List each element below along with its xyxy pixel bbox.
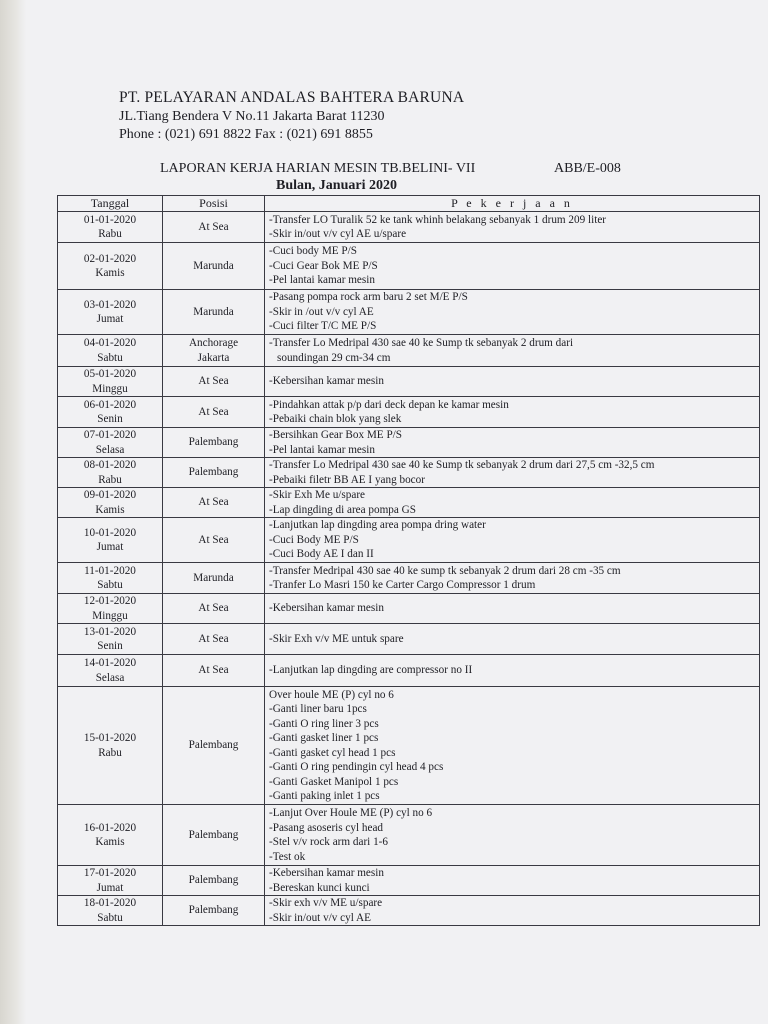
work-cell [265, 212, 760, 243]
date-value: 02-01-2020 [83, 252, 137, 265]
day-value: Jumat [96, 881, 124, 894]
date-cell [58, 805, 163, 866]
date-cell [58, 594, 163, 624]
date-cell [58, 655, 163, 687]
work-cell [265, 428, 760, 458]
date-cell [58, 397, 163, 428]
company-address: JL.Tiang Bendera V No.11 Jakarta Barat 11230 [119, 108, 385, 124]
position-value: At Sea [198, 632, 229, 645]
position-value: Palembang [188, 739, 239, 752]
position-cell [163, 335, 265, 367]
position-cell [163, 687, 265, 805]
work-item: -Bereskan kunci kunci [269, 881, 370, 894]
position-cell [163, 367, 265, 397]
day-value: Sabtu [97, 579, 123, 591]
date-cell [58, 518, 163, 563]
position-value: Marunda [193, 259, 234, 272]
work-log-table [57, 195, 760, 926]
day-value: Minggu [92, 609, 128, 622]
header-work: P e k e r j a a n [265, 196, 760, 212]
work-cell [265, 488, 760, 518]
report-code: ABB/E-008 [554, 161, 621, 176]
table-row [58, 563, 760, 594]
day-value: Kamis [95, 267, 125, 279]
table-body [58, 212, 760, 926]
position-value: Palembang [188, 436, 239, 449]
work-item: -Skir Exh Me u/spare [269, 489, 366, 501]
table-row [58, 518, 760, 563]
work-item: -Cuci Body AE I dan II [269, 548, 374, 561]
position-value: Palembang [188, 466, 239, 479]
work-cell [265, 805, 760, 866]
day-value: Kamis [95, 503, 125, 516]
report-title: LAPORAN KERJA HARIAN MESIN TB.BELINI- VII [160, 161, 476, 176]
position-value: Marunda [193, 305, 234, 318]
work-item: -Kebersihan kamar mesin [269, 867, 384, 879]
position-value: Palembang [188, 874, 239, 887]
table-row [58, 212, 760, 243]
table-row [58, 624, 760, 655]
work-item: -Transfer Lo Medripal 430 sae 40 ke Sump tk sebanyak 2 drum dari 27,5 cm -32,5 cm [269, 459, 655, 471]
work-item: -Kebersihan kamar mesin [269, 375, 384, 388]
position-cell [163, 488, 265, 518]
table-row [58, 488, 760, 518]
day-value: Sabtu [97, 911, 123, 924]
date-value: 15-01-2020 [83, 732, 137, 744]
position-cell [163, 594, 265, 624]
work-cell [265, 866, 760, 896]
table-row [58, 367, 760, 397]
work-item: -Transfer Medripal 430 sae 40 ke sump tk sebanyak 2 drum dari 28 cm -35 cm [269, 564, 621, 577]
position-value: At Sea [198, 220, 229, 233]
work-cell [265, 624, 760, 655]
date-cell [58, 428, 163, 458]
work-item: -Pasang asoseris cyl head [269, 821, 384, 834]
day-value: Jumat [96, 313, 124, 325]
position-cell [163, 805, 265, 866]
work-item: -Cuci body ME P/S [269, 245, 357, 258]
date-cell [58, 866, 163, 896]
position-value: Palembang [188, 904, 239, 917]
work-item: -Pebaiki chain blok yang slek [269, 413, 402, 425]
work-item: -Stel v/v rock arm dari 1-6 [269, 836, 388, 848]
company-phone: Phone : (021) 691 8822 Fax : (021) 691 8855 [119, 127, 373, 142]
work-item: -Skir exh v/v ME u/spare [269, 897, 383, 909]
work-cell [265, 563, 760, 594]
work-item: -Skir in /out v/v cyl AE [269, 305, 374, 318]
table-row [58, 397, 760, 428]
table-row [58, 458, 760, 488]
date-cell [58, 367, 163, 397]
day-value: Kamis [95, 836, 125, 848]
date-value: 13-01-2020 [83, 625, 137, 638]
work-item: -Skir Exh v/v ME untuk spare [269, 632, 404, 645]
letterhead [119, 89, 464, 145]
date-value: 18-01-2020 [83, 897, 137, 909]
day-value: Rabu [98, 473, 122, 486]
table-row [58, 594, 760, 624]
table-row [58, 896, 760, 926]
work-item: -Transfer LO Turalik 52 ke tank whinh belakang sebanyak 1 drum 209 liter [269, 213, 607, 226]
work-cell [265, 243, 760, 290]
position-cell [163, 397, 265, 428]
work-item: -Skir in/out v/v cyl AE u/spare [269, 228, 407, 240]
table-row [58, 655, 760, 687]
work-cell [265, 335, 760, 367]
day-value: Minggu [92, 382, 128, 395]
position-value: At Sea [198, 664, 229, 677]
work-item: -Lanjut Over Houle ME (P) cyl no 6 [269, 807, 433, 819]
date-value: 06-01-2020 [83, 398, 137, 411]
date-value: 07-01-2020 [83, 429, 137, 441]
date-value: 14-01-2020 [83, 657, 137, 669]
position-value: Jakarta [197, 351, 230, 364]
work-item: -Lanjutkan lap dingding are compressor no II [269, 664, 473, 677]
table-row [58, 428, 760, 458]
position-cell [163, 655, 265, 687]
table-row [58, 290, 760, 335]
work-item: -Pel lantai kamar mesin [269, 443, 375, 456]
date-value: 16-01-2020 [83, 821, 137, 834]
table-header-row [58, 196, 760, 212]
work-item: -Ganti Gasket Manipol 1 pcs [269, 775, 399, 788]
date-value: 03-01-2020 [83, 298, 137, 311]
date-cell [58, 458, 163, 488]
work-item: -Pebaiki filetr BB AE I yang bocor [269, 473, 425, 486]
work-cell [265, 458, 760, 488]
work-item: -Ganti liner baru 1pcs [269, 703, 367, 715]
position-cell [163, 212, 265, 243]
work-cell [265, 290, 760, 335]
position-value: Anchorage [188, 337, 239, 349]
date-value: 01-01-2020 [83, 213, 137, 226]
position-cell [163, 866, 265, 896]
position-value: At Sea [198, 405, 229, 418]
position-value: At Sea [198, 533, 229, 546]
date-cell [58, 896, 163, 926]
work-item: -Lap dingding di area pompa GS [269, 503, 416, 516]
date-value: 11-01-2020 [84, 564, 136, 577]
position-value: At Sea [198, 602, 229, 615]
work-item: -Ganti O ring liner 3 pcs [269, 717, 379, 730]
position-cell [163, 458, 265, 488]
table-row [58, 335, 760, 367]
report-month: Bulan, Januari 2020 [276, 178, 397, 193]
day-value: Selasa [95, 443, 125, 456]
position-cell [163, 290, 265, 335]
date-cell [58, 212, 163, 243]
work-item: -Lanjutkan lap dingding area pompa dring water [269, 519, 486, 532]
work-item: -Tranfer Lo Masri 150 ke Carter Cargo Compressor 1 drum [269, 579, 536, 591]
work-cell [265, 397, 760, 428]
date-cell [58, 488, 163, 518]
work-item: -Pindahkan attak p/p dari deck depan ke kamar mesin [269, 398, 509, 411]
work-item: -Ganti gasket cyl head 1 pcs [269, 746, 396, 759]
position-cell [163, 896, 265, 926]
scan-paper-edge [0, 0, 26, 1024]
work-item: -Pel lantai kamar mesin [269, 274, 375, 287]
date-value: 09-01-2020 [83, 489, 137, 501]
day-value: Senin [97, 640, 123, 652]
date-value: 10-01-2020 [83, 526, 137, 539]
work-cell [265, 367, 760, 397]
work-item: -Transfer Lo Medripal 430 sae 40 ke Sump tk sebanyak 2 drum dari [269, 337, 574, 349]
header-date: Tanggal [58, 196, 163, 212]
work-cell [265, 687, 760, 805]
day-value: Rabu [98, 746, 122, 759]
work-item: -Ganti paking inlet 1 pcs [269, 790, 380, 802]
date-cell [58, 243, 163, 290]
header-position: Posisi [163, 196, 265, 212]
date-cell [58, 563, 163, 594]
table-row [58, 687, 760, 805]
date-value: 08-01-2020 [83, 459, 137, 471]
position-cell [163, 518, 265, 563]
position-value: At Sea [198, 496, 229, 509]
work-cell [265, 896, 760, 926]
work-item: -Ganti O ring pendingin cyl head 4 pcs [269, 761, 444, 773]
position-value: At Sea [198, 375, 229, 388]
table-row [58, 866, 760, 896]
day-value: Jumat [96, 541, 124, 553]
position-cell [163, 624, 265, 655]
date-value: 12-01-2020 [83, 595, 137, 607]
date-cell [58, 624, 163, 655]
position-value: Palembang [188, 828, 239, 841]
work-item: -Cuci filter T/C ME P/S [269, 320, 377, 333]
company-name: PT. PELAYARAN ANDALAS BAHTERA BARUNA [119, 89, 465, 106]
day-value: Rabu [98, 228, 122, 240]
work-item: -Test ok [269, 850, 306, 863]
position-value: Marunda [193, 571, 234, 584]
work-item: -Pasang pompa rock arm baru 2 set M/E P/S [269, 291, 468, 304]
work-cell [265, 655, 760, 687]
work-item: soundingan 29 cm-34 cm [277, 351, 391, 364]
table-row [58, 805, 760, 866]
work-item: -Cuci Body ME P/S [269, 533, 359, 546]
position-cell [163, 243, 265, 290]
date-value: 05-01-2020 [83, 368, 137, 380]
report-title-line [160, 161, 720, 177]
work-item: -Skir in/out v/v cyl AE [269, 911, 371, 924]
work-item: Over houle ME (P) cyl no 6 [269, 688, 394, 701]
work-item: -Cuci Gear Bok ME P/S [269, 259, 378, 272]
table-row [58, 243, 760, 290]
date-cell [58, 335, 163, 367]
day-value: Senin [97, 413, 123, 425]
day-value: Sabtu [97, 351, 123, 364]
date-value: 17-01-2020 [83, 867, 137, 879]
position-cell [163, 563, 265, 594]
date-value: 04-01-2020 [83, 337, 137, 349]
work-cell [265, 518, 760, 563]
work-item: -Bersihkan Gear Box ME P/S [269, 429, 402, 441]
date-cell [58, 290, 163, 335]
position-cell [163, 428, 265, 458]
work-item: -Ganti gasket liner 1 pcs [269, 732, 379, 744]
date-cell [58, 687, 163, 805]
work-item: -Kebersihan kamar mesin [269, 602, 384, 615]
day-value: Selasa [95, 671, 125, 684]
work-cell [265, 594, 760, 624]
